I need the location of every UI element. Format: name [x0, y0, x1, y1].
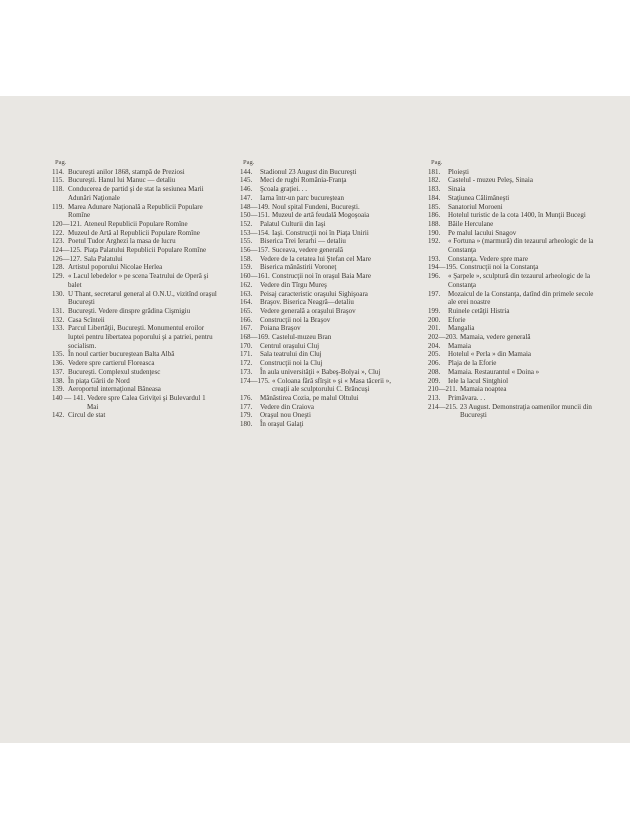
entry-caption: În oraşul Galaţi: [260, 420, 304, 429]
entry-caption: Suceava, vedere generală: [272, 246, 343, 255]
entry-caption: U Thant, secretarul general al O.N.U., vizitînd oraşul Bucureşti: [68, 289, 217, 307]
entry-caption: Bucureşti. Complexul studenţesc: [68, 367, 161, 376]
entry-caption: Sanatoriul Moroeni: [448, 202, 503, 211]
index-entry: 172. Construcţii noi la Cluj: [240, 359, 408, 368]
entry-caption: Centrul oraşului Cluj: [260, 341, 320, 350]
entry-caption: Sala teatrului din Cluj: [260, 350, 322, 359]
entry-caption: Braşov. Biserica Neagră—detaliu: [260, 298, 354, 307]
index-entry: 185. Sanatoriul Moroeni: [428, 203, 594, 212]
entry-caption: Iarna într-un parc bucureştean: [260, 193, 345, 202]
index-entry: 126—127. Sala Palatului: [52, 255, 218, 264]
column-header: Pag.: [243, 159, 255, 166]
entry-caption: 23 August. Demonstraţia oamenilor muncii din Bucureşti: [460, 402, 592, 420]
entry-caption: « Fortuna » (marmură) din tezaurul arheologic de la Constanţa: [448, 237, 594, 255]
index-entry: 147. Iarna într-un parc bucureştean: [240, 194, 408, 203]
index-entry: 213. Primăvara. . .: [428, 394, 594, 403]
entry-caption: Plaja de la Eforie: [448, 359, 497, 368]
entry-caption: Construcţii noi la Cluj: [260, 359, 323, 368]
index-entry: 177. Vedere din Craiova: [240, 403, 408, 412]
index-entry: 124—125. Piaţa Palatului Republicii Populare Romîne: [52, 246, 218, 255]
index-entry: 202—203. Mamaia, vedere generală: [428, 333, 594, 342]
index-entry: 158. Vedere de la cetatea lui Ştefan cel Mare: [240, 255, 408, 264]
entry-caption: Mozaicul de la Constanţa, datînd din primele secole ale erei noastre: [448, 289, 594, 307]
index-entry: 145. Meci de rugbi România-Franţa: [240, 176, 408, 185]
index-entry: 153—154. Iaşi. Construcţii noi în Piaţa Unirii: [240, 229, 408, 238]
index-entry: 208. Mamaia. Restaurantul « Doina »: [428, 368, 594, 377]
entry-caption: Mamaia, vedere generală: [460, 333, 531, 342]
entry-caption: Muzeul de artă feudală Mogoşoaia: [272, 211, 370, 220]
index-entry: 197. Mozaicul de la Constanţa, datînd din primele secole ale erei noastre: [428, 289, 594, 307]
index-entry: 146. Şcoala graţiei. . .: [240, 185, 408, 194]
entry-caption: Vedere de la cetatea lui Ştefan cel Mare: [260, 254, 371, 263]
index-entry: 165. Vedere generală a oraşului Braşov: [240, 307, 408, 316]
index-entry: 180. În oraşul Galaţi: [240, 420, 408, 429]
index-entry: 133. Parcul Libertăţii, Bucureşti. Monumentul eroilor luptei pentru libertatea poporului şi a patriei, pentru socialism.: [52, 324, 218, 350]
index-entry: 140 — 141. Vedere spre Calea Griviţei şi Bulevardul 1 Mai: [52, 394, 218, 411]
entry-caption: În noul cartier bucureştean Balta Albă: [68, 350, 175, 359]
index-entry: 170. Centrul oraşului Cluj: [240, 342, 408, 351]
entry-caption: Muzeul de Artă al Republicii Populare Romîne: [68, 228, 200, 237]
book-page: [0, 96, 630, 743]
column-header: Pag.: [431, 159, 443, 166]
index-entry: 184. Staţiunea Călimăneşti: [428, 194, 594, 203]
index-entry: 176. Mănăstirea Cozia, pe malul Oltului: [240, 394, 408, 403]
entry-caption: Castelul-muzeu Bran: [272, 333, 332, 342]
entry-caption: Eforie: [448, 315, 466, 324]
entry-caption: Palatul Culturii din Iaşi: [260, 219, 326, 228]
index-column-1: [52, 159, 218, 420]
entry-caption: Şcoala graţiei. . .: [260, 185, 308, 194]
entry-caption: Noul spital Fundeni, Bucureşti.: [272, 202, 360, 211]
index-entry: 192. « Fortuna » (marmură) din tezaurul arheologic de la Constanţa: [428, 237, 594, 255]
entry-caption: Sinaia: [448, 185, 466, 194]
index-entry: 199. Ruinele cetăţii Histria: [428, 307, 594, 316]
entry-caption: Castelul - muzeu Peleş, Sinaia: [448, 176, 533, 185]
entry-caption: Hotelul turistic de la cota 1400, în Munţii Bucegi: [448, 211, 586, 220]
entry-caption: Artistul poporului Nicolae Herlea: [68, 263, 163, 272]
entry-caption: Piaţa Palatului Republicii Populare Romîne: [84, 246, 207, 255]
entry-caption: Vedere din Tîrgu Mureş: [260, 280, 327, 289]
entry-caption: Staţiunea Călimăneşti: [448, 193, 510, 202]
entry-caption: Vedere generală a oraşului Braşov: [260, 306, 356, 315]
entry-caption: Ruinele cetăţii Histria: [448, 306, 510, 315]
index-entry: 183. Sinaia: [428, 185, 594, 194]
index-entry: 162. Vedere din Tîrgu Mureş: [240, 281, 408, 290]
entry-caption: Construcţii noi la Constanţa: [460, 263, 539, 272]
entry-caption: Vedere din Craiova: [260, 402, 315, 411]
index-entry: 156—157. Suceava, vedere generală: [240, 246, 408, 255]
index-entry: 190. Pe malul lacului Snagov: [428, 229, 594, 238]
index-entry: 135. În noul cartier bucureştean Balta Albă: [52, 350, 218, 359]
entry-caption: « Şarpele », sculptură din tezaurul arheologic de la Constanţa: [448, 272, 591, 289]
entry-caption: Construcţii noi la Braşov: [260, 315, 331, 324]
index-entry: 210—211. Mamaia noaptea: [428, 385, 594, 394]
entry-caption: Aeroportul internaţional Băneasa: [68, 385, 161, 394]
entry-caption: Marea Adunare Naţională a Republicii Populare Romîne: [68, 202, 203, 220]
index-entry: 120—121. Ateneul Republicii Populare Romîne: [52, 220, 218, 229]
index-entry: 179. Oraşul nou Oneşti: [240, 411, 408, 420]
index-entry: 182. Castelul - muzeu Peleş, Sinaia: [428, 176, 594, 185]
index-entry: 139. Aeroportul internaţional Băneasa: [52, 385, 218, 394]
entry-caption: Ploieşti: [448, 167, 470, 176]
index-entry: 201. Mangalia: [428, 324, 594, 333]
entry-caption: « Coloana fără sfîrşit » şi « Masa tăcerii », creaţii ale sculptorului C. Brâncuşi: [272, 376, 391, 394]
index-entry: 174—175. « Coloana fără sfîrşit » şi « Masa tăcerii », creaţii ale sculptorului C. Brâncuşi: [240, 377, 408, 394]
entry-caption: « Lacul lebedelor » pe scena Teatrului de Operă şi balet: [68, 272, 209, 289]
entry-caption: Stadionul 23 August din Bucureşti: [260, 167, 357, 176]
index-entry: 142. Circul de stat: [52, 411, 218, 420]
entry-caption: Bucureşti. Hanul lui Manuc — detaliu: [68, 176, 176, 185]
index-entry: 155. Biserica Trei Ierarhi — detaliu: [240, 237, 408, 246]
entry-caption: În piaţa Gării de Nord: [68, 376, 130, 385]
index-entry: 194—195. Construcţii noi la Constanţa: [428, 263, 594, 272]
entry-caption: Poiana Braşov: [260, 324, 301, 333]
index-entry: 205. Hotelul « Perla » din Mamaia: [428, 350, 594, 359]
index-entry: 150—151. Muzeul de artă feudală Mogoşoaia: [240, 211, 408, 220]
entry-caption: Primăvara. . .: [448, 393, 486, 402]
entry-caption: Bucureşti. Vedere dinspre grădina Cişmigiu: [68, 306, 191, 315]
entry-caption: Meci de rugbi România-Franţa: [260, 176, 347, 185]
index-entry: 136. Vedere spre cartierul Floreasca: [52, 359, 218, 368]
index-entry: 123. Poetul Tudor Arghezi la masa de lucru: [52, 237, 218, 246]
index-entry: 152. Palatul Culturii din Iaşi: [240, 220, 408, 229]
entry-caption: Parcul Libertăţii, Bucureşti. Monumentul eroilor luptei pentru libertatea poporului şi a patriei, pentru socialism.: [68, 324, 213, 350]
entry-caption: Construcţii noi în oraşul Baia Mare: [272, 272, 371, 281]
index-entry: 130. U Thant, secretarul general al O.N.U., vizitînd oraşul Bucureşti: [52, 289, 217, 307]
entry-caption: Pe malul lacului Snagov: [448, 228, 517, 237]
index-entry: 131. Bucureşti. Vedere dinspre grădina Cişmigiu: [52, 307, 218, 316]
index-column-3: [428, 159, 594, 420]
index-entry: 204. Mamaia: [428, 342, 594, 351]
index-entry: 129. « Lacul lebedelor » pe scena Teatrului de Operă şi balet: [52, 272, 218, 289]
index-column-2: [240, 159, 408, 429]
entry-caption: Vedere spre Calea Griviţei şi Bulevardul 1 Mai: [87, 393, 206, 411]
column-header: Pag.: [55, 159, 67, 166]
index-entry: 171. Sala teatrului din Cluj: [240, 350, 408, 359]
index-entry: 115. Bucureşti. Hanul lui Manuc — detaliu: [52, 176, 218, 185]
index-entry: 114. Bucureşti anilor 1868, stampă de Preziosi: [52, 168, 218, 177]
entry-caption: Conducerea de partid şi de stat la sesiunea Marii Adunări Naţionale: [68, 185, 204, 202]
index-entry: 163. Peisaj caracteristic oraşului Sighişoara: [240, 290, 408, 299]
entry-caption: Mănăstirea Cozia, pe malul Oltului: [260, 393, 359, 402]
index-entry: 119. Marea Adunare Naţională a Republicii Populare Romîne: [52, 203, 218, 220]
entry-caption: Mamaia. Restaurantul « Doina »: [448, 367, 540, 376]
index-entry: 164. Braşov. Biserica Neagră—detaliu: [240, 298, 408, 307]
entry-caption: Mangalia: [448, 324, 475, 333]
index-entry: 181. Ploieşti: [428, 168, 594, 177]
entry-caption: Hotelul « Perla » din Mamaia: [448, 350, 532, 359]
index-entry: 200. Eforie: [428, 316, 594, 325]
index-entry: 196. « Şarpele », sculptură din tezaurul arheologic de la Constanţa: [428, 272, 594, 289]
entry-caption: Bucureşti anilor 1868, stampă de Preziosi: [68, 167, 185, 176]
entry-caption: Circul de stat: [68, 411, 106, 420]
index-entry: 167. Poiana Braşov: [240, 324, 408, 333]
entry-caption: Vedere spre cartierul Floreasca: [68, 359, 155, 368]
index-entry: 188. Băile Herculane: [428, 220, 594, 229]
index-entry: 137. Bucureşti. Complexul studenţesc: [52, 368, 218, 377]
entry-caption: Biserica Trei Ierarhi — detaliu: [260, 237, 346, 246]
index-entry: 214—215. 23 August. Demonstraţia oamenilor muncii din Bucureşti: [428, 403, 594, 420]
entry-caption: Constanţa. Vedere spre mare: [448, 254, 528, 263]
entry-caption: Biserica mănăstirii Voroneţ: [260, 263, 337, 272]
entry-caption: Poetul Tudor Arghezi la masa de lucru: [68, 237, 176, 246]
index-entry: 138. În piaţa Gării de Nord: [52, 377, 218, 386]
index-entry: 122. Muzeul de Artă al Republicii Populare Romîne: [52, 229, 218, 238]
index-entry: 148—149. Noul spital Fundeni, Bucureşti.: [240, 203, 408, 212]
index-entry: 128. Artistul poporului Nicolae Herlea: [52, 263, 218, 272]
entry-caption: Peisaj caracteristic oraşului Sighişoara: [260, 289, 368, 298]
index-entry: 159. Biserica mănăstirii Voroneţ: [240, 263, 408, 272]
index-entry: 144. Stadionul 23 August din Bucureşti: [240, 168, 408, 177]
index-entry: 160—161. Construcţii noi în oraşul Baia Mare: [240, 272, 408, 281]
index-entry: 186. Hotelul turistic de la cota 1400, în Munţii Bucegi: [428, 211, 594, 220]
entry-caption: În aula universităţii « Babeş-Bolyai », Cluj: [260, 367, 381, 376]
entry-caption: Oraşul nou Oneşti: [260, 411, 311, 420]
entry-caption: Mamaia: [448, 341, 471, 350]
index-entry: 166. Construcţii noi la Braşov: [240, 316, 408, 325]
entry-caption: Mamaia noaptea: [460, 385, 507, 394]
index-entry: 209. Iele la lacul Sinţghiol: [428, 377, 594, 386]
index-entry: 168—169. Castelul-muzeu Bran: [240, 333, 408, 342]
entry-caption: Sala Palatului: [84, 254, 123, 263]
entry-caption: Băile Herculane: [448, 219, 494, 228]
index-entry: 206. Plaja de la Eforie: [428, 359, 594, 368]
entry-caption: Ateneul Republicii Populare Romîne: [84, 219, 188, 228]
index-entry: 132. Casa Scînteii: [52, 316, 218, 325]
entry-caption: Casa Scînteii: [68, 315, 105, 324]
index-entry: 118. Conducerea de partid şi de stat la sesiunea Marii Adunări Naţionale: [52, 185, 218, 202]
index-entry: 173. În aula universităţii « Babeş-Bolyai », Cluj: [240, 368, 408, 377]
entry-caption: Iele la lacul Sinţghiol: [448, 376, 509, 385]
index-entry: 193. Constanţa. Vedere spre mare: [428, 255, 594, 264]
entry-caption: Iaşi. Construcţii noi în Piaţa Unirii: [272, 228, 369, 237]
